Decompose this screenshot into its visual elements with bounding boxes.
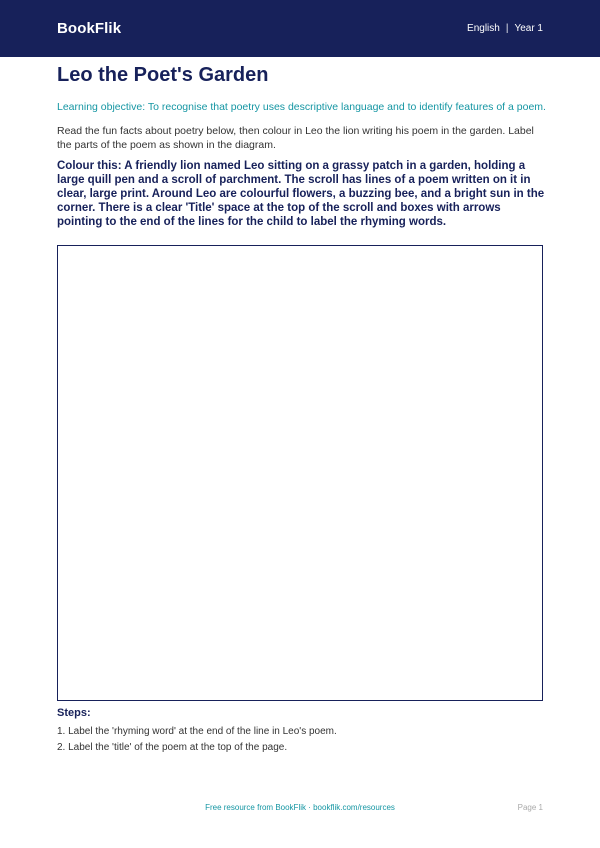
colouring-area <box>57 245 543 701</box>
steps-heading: Steps: <box>57 707 91 719</box>
subject-label: English <box>467 23 500 34</box>
intro-text: Read the fun facts about poetry below, then colour in Leo the lion writing his poem in the garden. Label the parts of the poem as shown in the diagram. <box>57 125 534 151</box>
year-label: Year 1 <box>514 23 543 34</box>
step-item: 2. Label the 'title' of the poem at the top of the page. <box>57 742 288 753</box>
steps-list <box>57 725 547 757</box>
footer-link[interactable]: Free resource from BookFlik · bookflik.com/resources <box>205 803 395 812</box>
subject-year-label <box>467 23 543 34</box>
learning-objective: Learning objective: To recognise that poetry uses descriptive language and to identify features of a poem. <box>57 101 546 113</box>
footer <box>0 800 600 816</box>
colouring-instruction: Colour this: A friendly lion named Leo sitting on a grassy patch in a garden, holding a large quill pen and a scroll of parchment. The scroll has lines of a poem written on it in clear, large print. Around Leo are colourful flowers, a buzzing bee, and a bright sun in the corner. There is a clear 'Title' space at the top of the scroll and boxes with arrows pointing to the end of the lines for the child to label the rhyming words. <box>57 160 545 228</box>
brand-logo[interactable]: BookFlik <box>57 20 122 37</box>
header-bar <box>0 0 600 57</box>
subject-separator: | <box>505 23 509 34</box>
step-item: 1. Label the 'rhyming word' at the end of the line in Leo's poem. <box>57 726 337 737</box>
page-number: Page 1 <box>517 803 543 812</box>
page-title: Leo the Poet's Garden <box>57 64 269 86</box>
